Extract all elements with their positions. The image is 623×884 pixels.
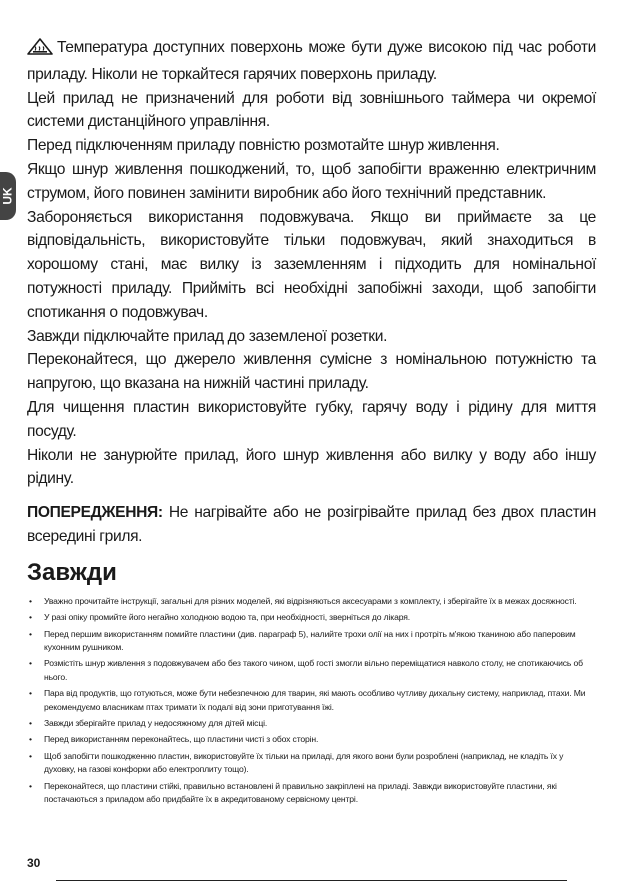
- bullet-dot: •: [29, 612, 32, 623]
- paragraph-grounded-socket: Завжди підключайте прилад до заземленої розетки.: [27, 327, 388, 345]
- list-item: • Переконайтеся, що пластини стійкі, правильно встановлені й правильно закріплені на приладі. Завжди використовуйте пластини, які постачаються з приладом або придбайте їх в акредитованому сервісному центрі.: [29, 780, 557, 805]
- warning-paragraph: [27, 501, 596, 549]
- list-item: • У разі опіку промийте його негайно холодною водою та, при необхідності, зверніться до лікаря.: [27, 611, 596, 624]
- bullet-dot: •: [29, 750, 32, 761]
- content-area: [27, 36, 596, 809]
- paragraph-damaged-cord: Якщо шнур живлення пошкоджений, то, щоб запобігти враженню електричним струмом, його повинен замінити виробник або його технічний представник.: [27, 160, 596, 202]
- list-item: • Розмістіть шнур живлення з подовжувачем або без такого чином, щоб гості змогли вільно переміщатися навколо столу, не спотикаючись об нього.: [29, 658, 583, 682]
- list-item: • Перед першим використанням помийте пластини (див. параграф 5), налийте трохи олії на них і протріть м'якою тканиною або паперовим кухонним рушником.: [29, 628, 576, 652]
- page-number: 30: [27, 856, 41, 870]
- bullet-dot: •: [29, 628, 32, 639]
- bullet-dot: •: [29, 658, 32, 669]
- paragraph-power-supply: Переконайтеся, що джерело живлення сумісне з номінальною потужністю та напругою, що вказана на нижній частині приладу.: [27, 351, 596, 393]
- footer-divider: [56, 880, 567, 881]
- bullet-dot: •: [29, 717, 32, 728]
- paragraph-extension-cord: Забороняється використання подовжувача. Якщо ви приймаєте за це відповідальність, використовуйте тільки подовжувач, який знаходиться в хорошому стані, має вилку із заземленням і підходить для номінальної потужності приладу. Прийміть всі необхідні запобіжні заходи, щоб запобігти спотикання о подовжувач.: [27, 208, 596, 321]
- paragraph-timer: Цей прилад не призначений для роботи від зовнішнього таймера чи окремої системи дистанційного управління.: [27, 89, 596, 131]
- list-item: • Щоб запобігти пошкодженню пластин, використовуйте їх тільки на приладі, для якого вони були розроблені (наприклад, не кладіть їх у духовку, на газові конфорки або електроплиту тощо).: [29, 750, 564, 775]
- bullet-list: [27, 595, 596, 807]
- bullet-dot: •: [29, 688, 32, 699]
- bullet-dot: •: [29, 595, 32, 606]
- paragraph-immersion: Ніколи не занурюйте прилад, його шнур живлення або вилку у воду або іншу рідину.: [27, 446, 596, 488]
- list-item: • Перед використанням переконайтесь, що пластини чисті з обох сторін.: [27, 733, 596, 746]
- language-tab: [0, 172, 16, 220]
- bullet-dot: •: [29, 734, 32, 745]
- list-item: • Пара від продуктів, що готуються, може бути небезпечною для тварин, які мають особливо чутливу дихальну систему, наприклад, птахи. Ми рекомендуємо власникам птах тримати їх подалі від зони приготування їжі.: [29, 688, 586, 712]
- paragraph-cleaning: Для чищення пластин використовуйте губку, гарячу воду і рідину для миття посуду.: [27, 398, 596, 440]
- bullet-dot: •: [29, 780, 32, 791]
- paragraph-hot-surface: Температура доступних поверхонь може бути дуже високою під час роботи приладу. Ніколи не торкайтеся гарячих поверхонь приладу.: [27, 39, 596, 83]
- language-tab-label: UK: [1, 187, 15, 205]
- paragraph-unwind-cord: Перед підключенням приладу повністю розмотайте шнур живлення.: [27, 137, 500, 155]
- warning-text: Не нагрівайте або не розігрівайте прилад без двох пластин всередині гриля.: [27, 504, 596, 545]
- list-item: • Завжди зберігайте прилад у недосяжному для дітей місці.: [27, 717, 596, 730]
- section-heading: Завжди: [27, 558, 117, 586]
- list-item: • Уважно прочитайте інструкції, загальні для різних моделей, які відрізняються аксесуарами з комплекту, і зберігайте їх в межах досяжності.: [27, 595, 596, 608]
- hot-surface-warning-icon: [27, 38, 53, 63]
- warning-label: ПОПЕРЕДЖЕННЯ:: [27, 504, 163, 522]
